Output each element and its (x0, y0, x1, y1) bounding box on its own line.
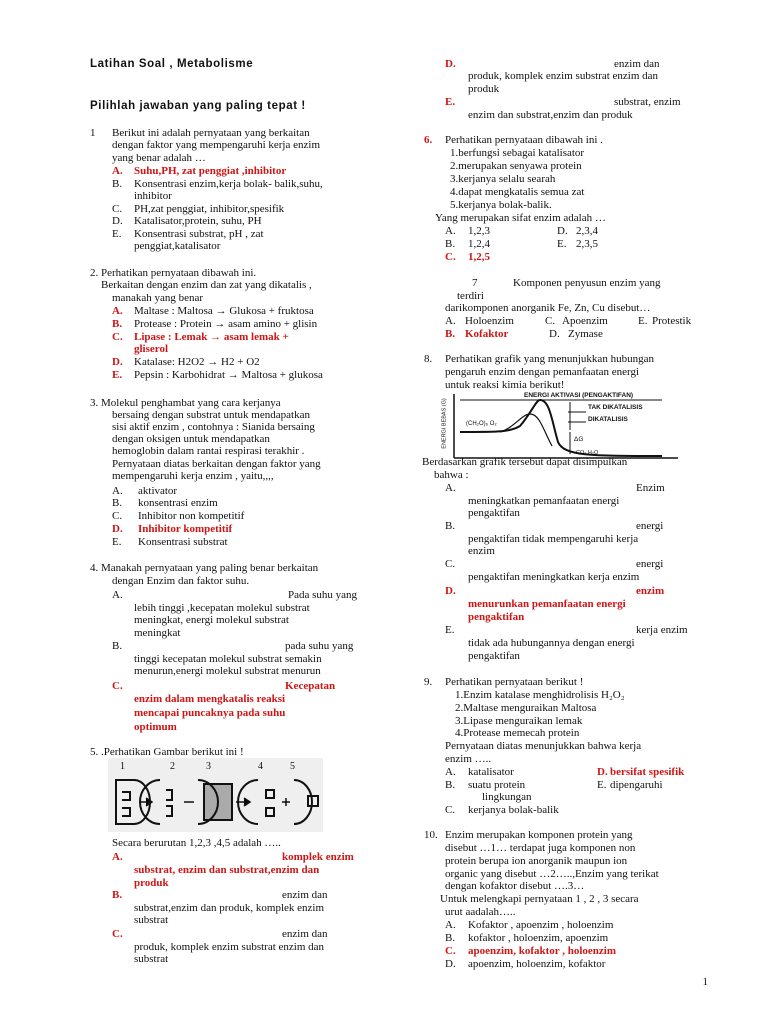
option-text: enzim dan (282, 889, 328, 901)
statement-item: 2.Maltase menguraikan Maltosa (455, 702, 597, 714)
graph-label-reactant: (CH₂O)₆ O₂ (466, 421, 497, 427)
option-text: Holoenzim (465, 315, 514, 327)
option-text: pengaktifan meningkatkan kerja enzim (468, 571, 640, 583)
question-stem: organic yang disebut …2…..,Enzim yang terikat (445, 868, 659, 880)
correct-answer: substrat, enzim dan substrat,enzim dan (134, 864, 320, 876)
option-label: A. (445, 482, 456, 494)
option-text: PH,zat penggiat, inhibitor,spesifik (134, 203, 285, 215)
option-label: A. (445, 919, 456, 931)
option-label: B. (112, 889, 123, 901)
question-stem: hemoglobin dalam rantai respirasi terakhir . (112, 445, 305, 457)
question-ask: Yang merupakan sifat enzim adalah … (435, 212, 606, 224)
option-text: Protease : Protein → asam amino + glisin (134, 318, 318, 330)
option-text: energi (636, 558, 664, 570)
option-label: C. (112, 331, 123, 343)
correct-answer: produk (134, 877, 169, 889)
option-label: A. (445, 766, 456, 778)
correct-answer: Lipase : Lemak → asam lemak + (134, 331, 289, 343)
option-label: E. (112, 369, 123, 381)
option-label: B. (112, 318, 123, 330)
statement-item: 2.merupakan senyawa protein (450, 160, 582, 172)
option-label: E. (445, 624, 455, 636)
option-label: B. (445, 779, 456, 791)
question-stem: protein berupa ion anorganik maupun ion (445, 855, 628, 867)
option-text: pengaktifan (468, 507, 520, 519)
option-text: enzim dan substrat,enzim dan produk (468, 109, 633, 121)
option-label: E. (557, 238, 567, 250)
option-text: enzim dan (282, 928, 328, 940)
graph-y-axis-label: ENERGI BEBAS (G) (441, 398, 448, 449)
option-text: lebih tinggi ,kecepatan molekul substrat (134, 602, 310, 614)
option-label: D. (445, 58, 456, 70)
correct-answer: bersifat spesifik (610, 766, 685, 778)
option-label: E. (112, 536, 122, 548)
worksheet-title: Latihan Soal , Metabolisme (90, 58, 254, 70)
question-number: 1 (90, 127, 96, 139)
option-label: D. (445, 958, 456, 970)
option-text: substrat (134, 914, 169, 926)
option-text: Kofaktor , apoenzim , holoenzim (468, 919, 614, 931)
statement-item: 1.berfungsi sebagai katalisator (450, 147, 585, 159)
option-text: Enzim (636, 482, 665, 494)
figure-number: 3 (206, 761, 211, 772)
statement-item: 5.kerjanya bolak-balik. (450, 199, 552, 211)
graph-title: ENERGI AKTIVASI (PENGAKTIFAN) (524, 392, 634, 399)
option-label: C. (112, 510, 123, 522)
correct-answer: komplek enzim (282, 851, 354, 863)
question-number: 10. (424, 829, 438, 841)
question-stem: 3. Molekul penghambat yang cara kerjanya (90, 397, 281, 409)
statement-item: 1.Enzim katalase menghidrolisis H₂O₂ (455, 689, 625, 701)
option-label: B. (112, 497, 123, 509)
question-stem: Perhatikan pernyataan berikut ! (445, 676, 584, 688)
question-stem: disebut …1… terdapat juga komponen non (445, 842, 636, 854)
question-stem: sisi aktif enzim , contohnya : Sianida bersaing (112, 421, 315, 433)
question-stem: dengan oksigen untuk mendapatkan (112, 433, 270, 445)
question-ask: Secara berurutan 1,2,3 ,4,5 adalah ….. (112, 837, 281, 849)
question-stem: Berkaitan dengan enzim dan zat yang dikatalis , (101, 279, 312, 291)
question-stem: Perhatikan grafik yang menunjukkan hubungan (445, 353, 654, 365)
option-text: pengaktifan tidak mempengaruhi kerja (468, 533, 639, 545)
option-text: Katalase: H2O2 → H2 + O2 (134, 356, 260, 368)
option-label: B. (112, 178, 123, 190)
option-text: enzim dan (614, 58, 660, 70)
option-text: energi (636, 520, 664, 532)
question-stem: Berikut ini adalah pernyataan yang berkaitan (112, 127, 310, 139)
option-label: E. (597, 779, 607, 791)
correct-answer: Inhibitor kompetitif (138, 523, 233, 535)
option-text: aktivator (138, 485, 178, 497)
option-text: substrat, enzim (614, 96, 681, 108)
graph-label-catalyzed: DIKATALISIS (588, 416, 628, 423)
option-label: C. (545, 315, 556, 327)
option-text: lingkungan (482, 791, 532, 803)
option-text: meningkat, energi molekul substrat (134, 614, 289, 626)
option-text: penggiat,katalisator (134, 240, 221, 252)
option-text: enzim (468, 545, 495, 557)
statement-item: 4.Protease memecah protein (455, 727, 580, 739)
option-text: Konsentrasi enzim,kerja bolak- balik,suhu, (134, 178, 323, 190)
correct-answer: apoenzim, kofaktor , holoenzim (468, 945, 616, 957)
question-ask: bahwa : (434, 469, 469, 481)
option-label: C. (445, 251, 456, 263)
option-label: A. (112, 165, 123, 177)
correct-answer: menurunkan pemanfaatan energi (468, 598, 626, 610)
option-text: pengaktifan (468, 650, 520, 662)
figure-number: 1 (120, 761, 125, 772)
option-label: A. (112, 485, 123, 497)
option-label: D. (112, 523, 123, 535)
question-stem: Perhatikan pernyataan dibawah ini . (445, 134, 603, 146)
correct-answer: enzim dalam mengkatalis reaksi (134, 693, 286, 705)
option-label: E. (112, 228, 122, 240)
option-label: A. (445, 225, 456, 237)
option-text: Konsentrasi substrat (138, 536, 228, 548)
correct-answer: mencapai puncaknya pada suhu (134, 707, 286, 719)
option-text: Konsentrasi substrat, pH , zat (134, 228, 264, 240)
correct-answer: gliserol (134, 343, 169, 355)
option-text: 1,2,3 (468, 225, 490, 237)
option-label: E. (638, 315, 648, 327)
option-label: B. (112, 640, 123, 652)
option-text: tidak ada hubungannya dengan energi (468, 637, 635, 649)
option-text: pada suhu yang (285, 640, 354, 652)
option-text: 2,3,5 (576, 238, 598, 250)
statement-item: 3.Lipase menguraikan lemak (455, 715, 583, 727)
question-stem: mempengaruhi kerja enzim , yaitu,,,, (112, 470, 274, 482)
question-number: 9. (424, 676, 433, 688)
question-stem: terdiri (457, 290, 484, 302)
option-text: kofaktor , holoenzim, apoenzim (468, 932, 609, 944)
question-stem: pengaruh enzim dengan pemanfaatan energi (445, 366, 640, 378)
option-text: 2,3,4 (576, 225, 598, 237)
question-ask: urut aadalah….. (445, 906, 516, 918)
correct-answer: Kofaktor (465, 328, 509, 340)
option-label: C. (112, 203, 123, 215)
option-label: C. (445, 804, 456, 816)
activation-energy-graph (440, 392, 680, 460)
option-label: A. (112, 305, 123, 317)
option-text: produk, komplek enzim substrat enzim dan (134, 941, 325, 953)
option-text: produk, komplek enzim substrat enzim dan (468, 70, 659, 82)
option-label: D. (557, 225, 568, 237)
figure-number: 4 (258, 761, 263, 772)
correct-answer: pengaktifan (468, 611, 525, 623)
option-text: Protestik (652, 315, 692, 327)
option-text: substrat,enzim dan produk, komplek enzim (134, 902, 325, 914)
option-label: D. (549, 328, 560, 340)
correct-answer: Kecepatan (285, 680, 336, 692)
option-label: C. (445, 945, 456, 957)
option-label: B. (445, 328, 456, 340)
option-text: menurun,energi molekul substrat menurun (134, 665, 321, 677)
question-stem: 4. Manakah pernyataan yang paling benar berkaitan (90, 562, 319, 574)
question-ask: enzim ….. (445, 753, 492, 765)
option-label: D. (445, 585, 456, 597)
question-stem: 2. Perhatikan pernyataan dibawah ini. (90, 267, 257, 279)
option-text: substrat (134, 953, 169, 965)
question-stem: 5. .Perhatikan Gambar berikut ini ! (90, 746, 244, 758)
question-number: 6. (424, 134, 433, 146)
option-text: suatu protein (468, 779, 526, 791)
correct-answer: 1,2,5 (468, 251, 490, 263)
option-text: katalisator (468, 766, 514, 778)
graph-label-delta-g: ΔG (574, 436, 584, 443)
question-ask: Pernyataan diatas menunjukkan bahwa kerja (445, 740, 642, 752)
figure-number: 5 (290, 761, 295, 772)
option-label: D. (597, 766, 608, 778)
graph-label-uncatalyzed: TAK DIKATALISIS (588, 404, 643, 411)
option-label: A. (445, 315, 456, 327)
option-label: B. (445, 932, 456, 944)
option-label: C. (445, 558, 456, 570)
option-text: konsentrasi enzim (138, 497, 218, 509)
option-text: dipengaruhi (610, 779, 663, 791)
option-text: Maltase : Maltosa → Glukosa + fruktosa (134, 305, 314, 317)
question-stem: untuk reaksi kimia berikut! (445, 379, 565, 391)
graph-label-product: CO₂ H₂O (576, 450, 599, 456)
option-text: tinggi kecepatan molekul substrat semakin (134, 653, 322, 665)
option-label: A. (112, 589, 123, 601)
question-ask: Untuk melengkapi pernyataan 1 , 2 , 3 secara (440, 893, 639, 905)
question-stem: dengan faktor yang mempengaruhi kerja enzim (112, 139, 321, 151)
figure-number: 2 (170, 761, 175, 772)
option-text: Zymase (568, 328, 603, 340)
option-text: meningkat (134, 627, 181, 639)
option-text: inhibitor (134, 190, 172, 202)
question-stem: Enzim merupakan komponen protein yang (445, 829, 633, 841)
option-label: C. (112, 928, 123, 940)
option-text: 1,2,4 (468, 238, 490, 250)
question-stem: manakah yang benar (112, 292, 204, 304)
question-number: 8. (424, 353, 433, 365)
option-label: D. (112, 356, 123, 368)
option-label: C. (112, 680, 123, 692)
question-ask: Berdasarkan grafik tersebut dapat disimpulkan (422, 456, 628, 468)
option-text: produk (468, 83, 500, 95)
option-text: kerjanya bolak-balik (468, 804, 559, 816)
question-stem: darikomponen anorganik Fe, Zn, Cu disebut… (445, 302, 651, 314)
enzyme-substrate-figure (108, 758, 323, 832)
option-label: A. (112, 851, 123, 863)
correct-answer: optimum (134, 721, 177, 733)
option-text: Apoenzim (562, 315, 608, 327)
correct-answer: Suhu,PH, zat penggiat ,inhibitor (134, 165, 287, 177)
question-stem: dengan kofaktor disebut ….3… (445, 880, 585, 892)
option-label: B. (445, 238, 456, 250)
question-stem: bersaing dengan substrat untuk mendapatkan (112, 409, 310, 421)
option-text: Katalisator,protein, suhu, PH (134, 215, 262, 227)
page-number: 1 (702, 976, 708, 988)
question-stem: dengan Enzim dan faktor suhu. (112, 575, 250, 587)
option-text: Pepsin : Karbohidrat → Maltosa + glukosa (134, 369, 323, 381)
question-stem: yang benar adalah … (112, 152, 206, 164)
instruction: Pilihlah jawaban yang paling tepat ! (90, 100, 306, 112)
option-label: E. (445, 96, 456, 108)
option-text: kerja enzim (636, 624, 688, 636)
correct-answer: enzim (636, 585, 665, 597)
option-label: D. (112, 215, 123, 227)
question-stem: Komponen penyusun enzim yang (513, 277, 661, 289)
option-text: Inhibitor non kompetitif (138, 510, 245, 522)
statement-item: 4.dapat mengkatalis semua zat (450, 186, 585, 198)
question-stem: Pernyataan diatas berkaitan dengan faktor yang (112, 458, 321, 470)
question-number: 7 (472, 277, 478, 289)
option-text: apoenzim, holoenzim, kofaktor (468, 958, 606, 970)
option-text: meningkatkan pemanfaatan energi (468, 495, 620, 507)
option-text: Pada suhu yang (288, 589, 358, 601)
option-label: B. (445, 520, 456, 532)
statement-item: 3.kerjanya selalu searah (450, 173, 556, 185)
